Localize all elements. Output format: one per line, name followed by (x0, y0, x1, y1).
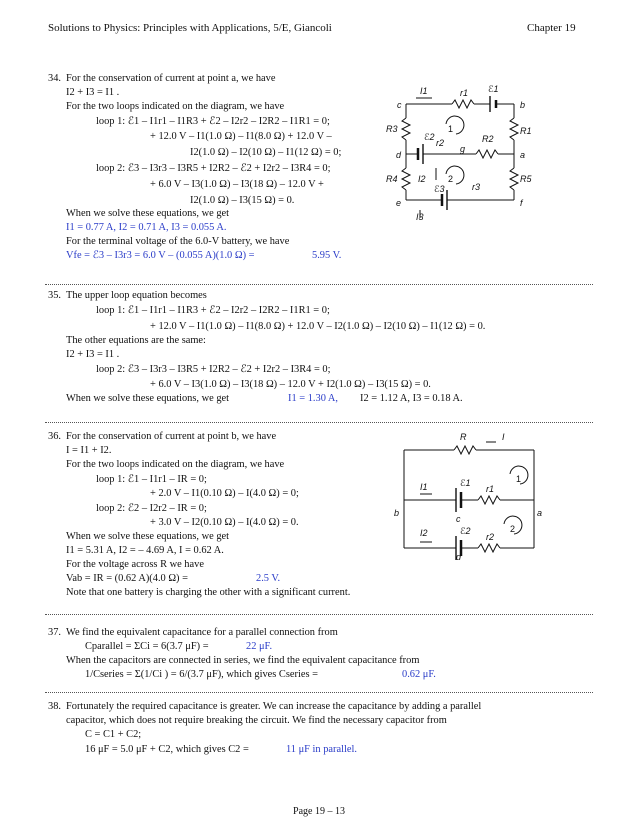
p38-answer: 11 μF in parallel. (286, 744, 357, 755)
p35-line: + 6.0 V – I3(1.0 Ω) – I3(18 Ω) – 12.0 V + I2(1.0 Ω) – I3(15 Ω) = 0. (150, 379, 431, 390)
p35-line: + 12.0 V – I1(1.0 Ω) – I1(8.0 Ω) + 12.0 V – I2(1.0 Ω) – I2(10 Ω) – I1(12 Ω) = 0. (150, 321, 486, 332)
circuit36-label: I1 (420, 482, 428, 492)
p34-line: I2 + I3 = I1 . (66, 87, 120, 98)
circuit34-label: R1 (520, 126, 532, 136)
p35-line: I2 = 1.12 A, I3 = 0.18 A. (360, 393, 463, 404)
p34-voltage-answer: 5.95 V. (312, 250, 342, 261)
p34-line: + 6.0 V – I3(1.0 Ω) – I3(18 Ω) – 12.0 V + (150, 179, 324, 190)
separator (45, 692, 593, 693)
p37-line: We find the equivalent capacitance for a parallel connection from (66, 627, 338, 638)
circuit34-label: d (396, 150, 402, 160)
header-right: Chapter 19 (527, 22, 576, 34)
separator (45, 614, 593, 615)
p36-line: For the conservation of current at point b, we have (66, 431, 277, 442)
p37-line: When the capacitors are connected in series, we find the equivalent capacitance from (66, 655, 420, 666)
p36-line: Vab = IR = (0.62 A)(4.0 Ω) = (66, 573, 188, 584)
p38-line: capacitor, which does not require breaking the circuit. We find the necessary capacitor from (66, 715, 447, 726)
p34-line: I2(1.0 Ω) – I3(15 Ω) = 0. (190, 195, 295, 206)
circuit34-label: ℰ1 (488, 84, 499, 94)
circuit34-label: I2 (418, 174, 426, 184)
circuit36-label: ℰ1 (460, 478, 471, 488)
circuit36-label: 1 (516, 474, 522, 484)
circuit34-label: I1 (420, 86, 428, 96)
p35-line: The other equations are the same: (66, 335, 206, 346)
circuit34-label: R3 (386, 124, 398, 134)
p35-line: When we solve these equations, we get (66, 393, 230, 404)
p35-answer: I1 = 1.30 A, (288, 393, 339, 404)
circuit34-label: f (520, 198, 523, 208)
circuit36-label: d (456, 552, 462, 560)
circuit36-label: c (456, 514, 461, 524)
separator (45, 284, 593, 285)
circuit-diagram-36 (392, 428, 546, 560)
circuit34-label: R4 (386, 174, 398, 184)
problem-37-number: 37. (48, 627, 61, 638)
p37-line: 1/Cseries = Σ(1/Ci ) = 6/(3.7 μF), which gives Cseries = (85, 669, 318, 680)
p34-line: loop 2: ℰ3 – I3r3 – I3R5 + I2R2 – ℰ2 + I2r2 – I3R4 = 0; (96, 163, 331, 174)
p34-result: I1 = 0.77 A, I2 = 0.71 A, I3 = 0.055 A. (66, 222, 227, 233)
p38-line: C = C1 + C2; (85, 729, 142, 740)
p36-line: loop 2: ℰ2 – I2r2 – IR = 0; (96, 503, 207, 514)
circuit34-label: 1 (448, 124, 454, 134)
p35-line: loop 1: ℰ1 – I1r1 – I1R3 + ℰ2 – I2r2 – I2R2 – I1R1 = 0; (96, 305, 330, 316)
circuit34-label: R5 (520, 174, 532, 184)
page-footer: Page 19 – 13 (293, 806, 345, 817)
circuit34-label: a (520, 150, 526, 160)
circuit36-label: I2 (420, 528, 428, 538)
circuit34-label: b (520, 100, 526, 110)
p36-line: + 3.0 V – I2(0.10 Ω) – I(4.0 Ω) = 0. (150, 517, 299, 528)
p36-line: I1 = 5.31 A, I2 = – 4.69 A, I = 0.62 A. (66, 545, 224, 556)
problem-35-number: 35. (48, 290, 61, 301)
p34-line: + 12.0 V – I1(1.0 Ω) – I1(8.0 Ω) + 12.0 V – (150, 131, 332, 142)
p38-line: 16 μF = 5.0 μF + C2, which gives C2 = (85, 744, 249, 755)
p36-line: Note that one battery is charging the other with a significant current. (66, 587, 351, 598)
p35-line: The upper loop equation becomes (66, 290, 207, 301)
circuit36-label: ℰ2 (460, 526, 471, 536)
circuit34-label: ℰ3 (434, 184, 445, 194)
circuit34-label: 2 (448, 174, 454, 184)
problem-34-number: 34. (48, 73, 61, 84)
p36-line: For the voltage across R we have (66, 559, 204, 570)
p35-line: loop 2: ℰ3 – I3r3 – I3R5 + I2R2 – ℰ2 + I2r2 – I3R4 = 0; (96, 364, 331, 375)
p36-line: For the two loops indicated on the diagram, we have (66, 459, 285, 470)
p34-line: For the conservation of current at point a, we have (66, 73, 276, 84)
problem-36-number: 36. (48, 431, 61, 442)
circuit36-label: R (460, 432, 467, 442)
separator (45, 422, 593, 423)
circuit34-label: r3 (472, 182, 481, 192)
p34-line: When we solve these equations, we get (66, 208, 230, 219)
circuit34-label: ℰ2 (424, 132, 435, 142)
circuit36-label: 2 (510, 524, 516, 534)
p35-line: I2 + I3 = I1 . (66, 349, 120, 360)
circuit34-label: g (460, 144, 466, 154)
p37-answer: 0.62 μF. (402, 669, 436, 680)
circuit34-label: c (397, 100, 402, 110)
p34-voltage-expr: Vfe = ℰ3 – I3r3 = 6.0 V – (0.055 A)(1.0 Ω) = (66, 250, 255, 261)
circuit36-label: r2 (486, 532, 495, 542)
p37-answer: 22 μF. (246, 641, 273, 652)
p36-line: loop 1: ℰ1 – I1r1 – IR = 0; (96, 474, 207, 485)
p34-line: loop 1: ℰ1 – I1r1 – I1R3 + ℰ2 – I2r2 – I2R2 – I1R1 = 0; (96, 116, 330, 127)
circuit36-label: I (502, 432, 505, 442)
p36-line: When we solve these equations, we get (66, 531, 230, 542)
circuit34-label: R2 (482, 134, 494, 144)
circuit34-label: r2 (436, 138, 445, 148)
circuit34-label: e (396, 198, 402, 208)
p36-line: I = I1 + I2. (66, 445, 112, 456)
problem-38-number: 38. (48, 701, 61, 712)
circuit34-label: I3 (416, 212, 424, 220)
p38-line: Fortunately the required capacitance is greater. We can increase the capacitance by adding a parallel (66, 701, 482, 712)
circuit36-label: r1 (486, 484, 495, 494)
p34-line: I2(1.0 Ω) – I2(10 Ω) – I1(12 Ω) = 0; (190, 147, 342, 158)
circuit34-label: r1 (460, 88, 469, 98)
circuit-diagram-34 (380, 76, 540, 220)
circuit36-label: b (394, 508, 400, 518)
header-left: Solutions to Physics: Principles with Applications, 5/E, Giancoli (48, 22, 332, 34)
p36-answer: 2.5 V. (256, 573, 281, 584)
p37-line: Cparallel = ΣCi = 6(3.7 μF) = (85, 641, 209, 652)
p34-line: For the two loops indicated on the diagram, we have (66, 101, 285, 112)
p36-line: + 2.0 V – I1(0.10 Ω) – I(4.0 Ω) = 0; (150, 488, 299, 499)
p34-line: For the terminal voltage of the 6.0-V battery, we have (66, 236, 290, 247)
circuit36-label: a (537, 508, 543, 518)
